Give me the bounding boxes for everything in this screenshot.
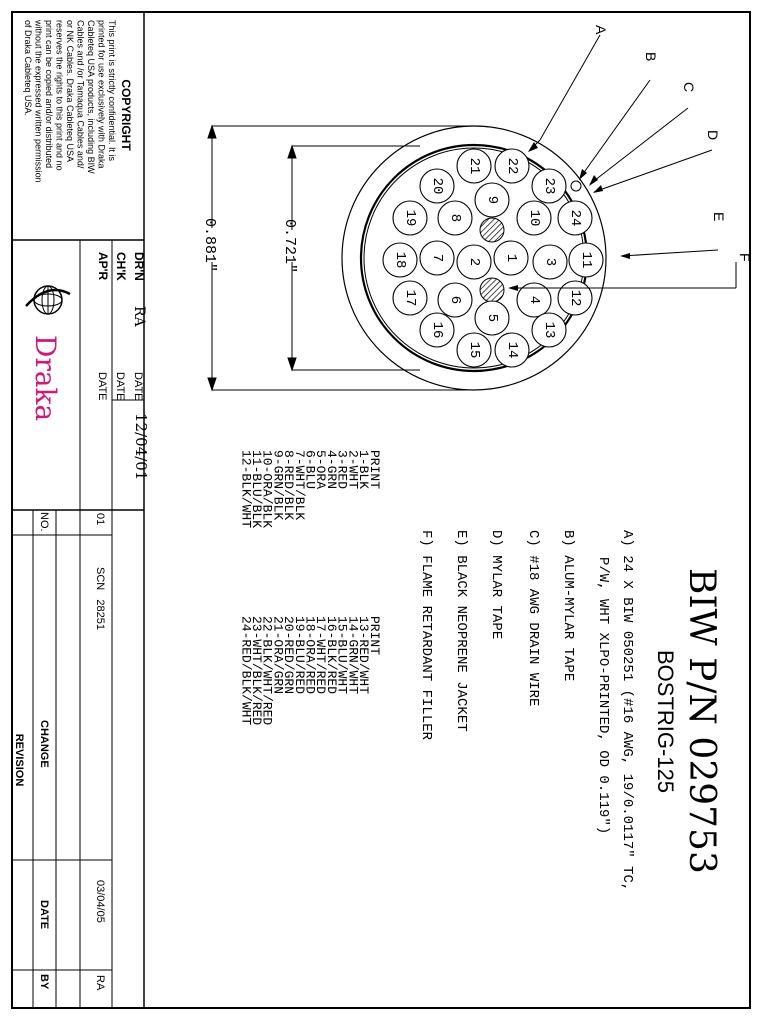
dimension-inner: 0.721" [281, 218, 298, 274]
print-entry: 17-WHT/RED [313, 616, 329, 695]
cable-cross-section [342, 126, 606, 390]
print-entry: 14-GRN/WHT [345, 616, 361, 695]
callout-a: A [593, 25, 609, 35]
print-header-2: PRINT [367, 616, 382, 656]
drain-wire [571, 181, 581, 191]
logo-text: Draka [29, 335, 62, 422]
copyright-heading: COPYRIGHT [119, 79, 133, 151]
conductor-label: 4 [526, 295, 542, 305]
print-entry: 13-RED/WHT [356, 616, 371, 695]
conductor-label: 2 [466, 257, 482, 267]
conductor-label: 8 [447, 213, 463, 223]
date-label-2: DATE [114, 372, 126, 401]
dimension-outer: 0.881" [201, 217, 218, 273]
drn-label: DR'N [132, 252, 146, 281]
component-item: D) MYLAR TAPE [488, 530, 504, 640]
conductor-label: 16 [429, 321, 445, 339]
conductor-label: 22 [504, 157, 520, 175]
revision-row-no: 01 [94, 513, 106, 526]
print-entry: 16-BLK/RED [323, 616, 339, 695]
conductor-label: 20 [429, 177, 445, 195]
print-entry: 18-ORA/RED [302, 616, 318, 695]
print-entry: 1-BLK [356, 450, 371, 490]
conductor-label: 24 [567, 209, 583, 227]
conductor-label: 13 [541, 321, 557, 339]
copyright-line: of Draka Cableteq USA. [23, 20, 33, 117]
apr-label: AP'R [96, 252, 110, 281]
print-entry: 22-BLK/WHT/RED [259, 616, 275, 726]
filler [480, 218, 504, 242]
conductor-label: 21 [466, 157, 482, 175]
callout-d: D [705, 130, 721, 141]
globe-icon [26, 286, 70, 314]
callout-f: F [737, 253, 753, 262]
component-item: B) ALUM-MYLAR TAPE [560, 530, 576, 682]
conductor-label: 19 [402, 209, 418, 227]
print-entry: 10-ORA/BLK [259, 450, 275, 529]
approval-block [96, 252, 150, 480]
revision-header-change: CHANGE [38, 720, 50, 768]
print-table [238, 450, 382, 725]
copyright-line: print can be copied and/or distributed [44, 20, 54, 169]
component-item: E) BLACK NEOPRENE JACKET [453, 530, 469, 732]
component-item: F) FLAME RETARDANT FILLER [418, 530, 434, 741]
revision-row-date: 03/04/05 [94, 880, 106, 923]
print-entry: 20-RED/GRN [281, 616, 297, 695]
conductor-label: 12 [567, 289, 583, 307]
conductor-label: 5 [484, 313, 500, 323]
component-item: P/W, WHT XLPO-PRINTED, OD 0.119") [595, 557, 611, 835]
sheet-border [12, 12, 750, 1008]
copyright-line: printed for use exclusively with Draka [96, 20, 107, 169]
conductor-label: 18 [392, 251, 408, 269]
conductor-label: 14 [504, 341, 520, 359]
conductor-label: 11 [578, 251, 594, 269]
copyright-block [23, 19, 133, 183]
print-entry: 2-WHT [345, 450, 361, 490]
print-entry: 6-BLU [302, 450, 318, 490]
conductor-label: 17 [402, 289, 418, 307]
conductor-label: 1 [503, 253, 519, 263]
callout-b: B [643, 52, 659, 62]
component-item: A) 24 X BIW 050251 (#16 AWG, 19/0.0117" TC, [619, 530, 635, 892]
filler [480, 278, 504, 302]
component-item: C) #18 AWG DRAIN WIRE [525, 530, 541, 707]
print-entry: 9-GRN/BLK [270, 450, 286, 521]
callout-c: C [681, 82, 697, 93]
revision-title: REVISION [13, 733, 25, 787]
print-entry: 19-BLU/RED [291, 616, 307, 695]
drn-value: RA [131, 306, 147, 327]
date-label-3: DATE [96, 372, 108, 401]
print-entry: 8-RED/BLK [281, 450, 297, 521]
conductor-label: 7 [429, 253, 445, 263]
product-name: BOSTRIG-125 [653, 650, 678, 794]
print-header-1: PRINT [367, 450, 382, 490]
copyright-line: Cables and /or Tamaqua Cables and/ [75, 20, 86, 169]
print-entry: 7-WHT/BLK [291, 450, 307, 521]
part-number-title: BIW P/N 029753 [681, 568, 722, 874]
conductor-label: 23 [541, 177, 557, 195]
date-label-1: DATE [132, 372, 144, 401]
print-entry: 12-BLK/WHT [238, 450, 254, 529]
date-value: 12/04/01 [132, 413, 150, 481]
conductor-label: 10 [526, 209, 542, 227]
revision-row-by: RA [94, 975, 106, 991]
copyright-line: Cableteq USA products, including BIW [86, 20, 96, 174]
conductor-label: 9 [484, 195, 500, 205]
print-entry: 15-BLU/WHT [334, 616, 350, 695]
revision-header-date: DATE [38, 900, 50, 930]
callout-e: E [711, 212, 727, 222]
print-entry: 4-GRN [323, 450, 339, 490]
copyright-line: without the expressed written permission [33, 20, 44, 183]
copyright-line: or NK Cables. Draka Cableteq USA [65, 20, 75, 163]
copyright-text [23, 19, 117, 183]
revision-row-change: SCN 28251 [94, 567, 106, 630]
conductor-label: 15 [466, 341, 482, 359]
revision-header-by: BY [38, 974, 50, 990]
draka-logo [26, 286, 70, 421]
revision-table [13, 512, 106, 991]
print-entry: 21-ORA/GRN [270, 616, 286, 695]
print-entry: 24-RED/BLK/WHT [238, 616, 254, 726]
revision-header-no: NO. [38, 512, 50, 532]
print-entry: 23-WHT/BLK/RED [249, 616, 264, 726]
component-list [418, 530, 635, 891]
print-entry: 5-ORA [313, 450, 329, 490]
conductor-label: 6 [447, 295, 463, 305]
copyright-line: This print is strictly confidential. It is [107, 20, 117, 162]
chk-label: CH'K [114, 252, 128, 281]
copyright-line: reserves the rights to this print and no [54, 20, 65, 171]
print-entry: 11-BLU/BLK [249, 450, 264, 529]
print-entry: 3-RED [334, 450, 350, 490]
conductor-label: 3 [542, 257, 558, 267]
